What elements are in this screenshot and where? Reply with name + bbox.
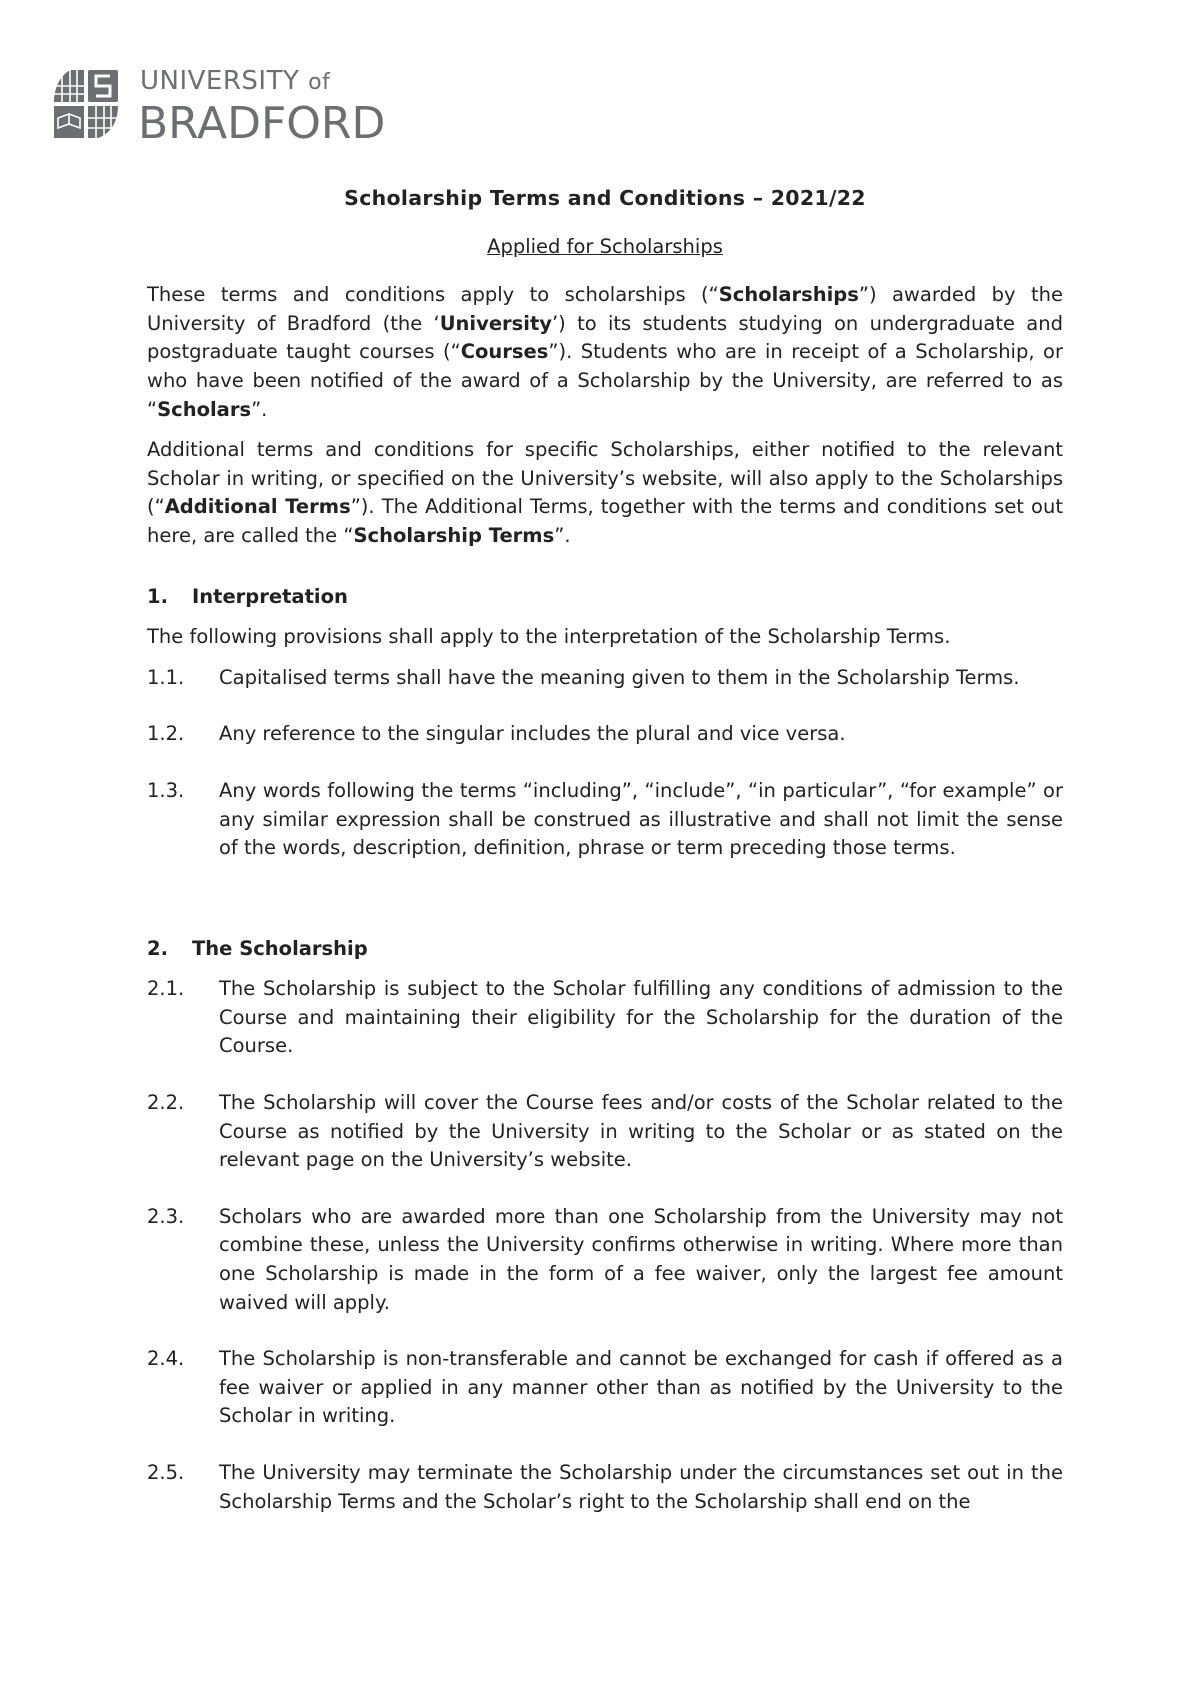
clause-number: 2.4. bbox=[147, 1347, 185, 1371]
clause-text: Any reference to the singular includes the plural and vice versa. bbox=[219, 722, 846, 746]
section-title: Interpretation bbox=[192, 584, 348, 608]
document-subtitle: Applied for Scholarships bbox=[487, 234, 723, 258]
clause-text: The University may terminate the Scholarship under the circumstances set out in the Scholarship Terms and the Scholar’s right to the Scholarship shall end on the bbox=[219, 1461, 1063, 1513]
section-number: 1. bbox=[147, 584, 168, 608]
clause-2-2 bbox=[147, 1089, 1063, 1175]
clause-number: 1.2. bbox=[147, 722, 185, 746]
clause-text: Scholars who are awarded more than one Scholarship from the University may not combine these, unless the University confirms otherwise in writing. Where more than one Scholarship is made in the form of a fee waiver, only the largest fee amount waived will apply. bbox=[219, 1204, 1063, 1314]
intro2-text-1: Additional terms and conditions for specific Scholarships, either notified to the relevant Scholar in writing, or specified on the University’s website, will also apply to the Scholarships (“ bbox=[147, 438, 1063, 519]
clause-text: Any words following the terms “including”, “include”, “in particular”, “for example” or any similar expression shall be construed as illustrative and shall not limit the sense of the words, description, definition, phrase or term preceding those terms. bbox=[219, 778, 1063, 860]
clause-2-4 bbox=[147, 1345, 1063, 1431]
intro1-text-2: ”) awarded by the University of Bradford (the ‘ bbox=[147, 283, 1063, 335]
clause-number: 2.3. bbox=[147, 1204, 185, 1228]
section-intro: The following provisions shall apply to the interpretation of the Scholarship Terms. bbox=[147, 625, 951, 649]
section-heading-interpretation bbox=[147, 583, 1063, 612]
clause-text: The Scholarship is non-transferable and cannot be exchanged for cash if offered as a fee waiver or applied in any manner other than as notified by the University to the Scholar in writing. bbox=[219, 1347, 1063, 1428]
section-title: The Scholarship bbox=[192, 936, 368, 960]
clause-2-5 bbox=[147, 1459, 1063, 1516]
intro1-defined-term-university: University bbox=[439, 311, 552, 335]
intro1-text-5: ”. bbox=[251, 397, 268, 421]
intro1-defined-term-scholars: Scholars bbox=[157, 397, 252, 421]
intro1-text-3: ’) to its students studying on undergraduate and postgraduate taught courses (“ bbox=[147, 311, 1063, 364]
intro2-text-3: ”. bbox=[554, 523, 571, 547]
clause-number: 1.1. bbox=[147, 665, 185, 689]
intro1-defined-term-courses: Courses bbox=[460, 340, 549, 364]
section-heading-the-scholarship bbox=[147, 935, 1063, 964]
intro2-defined-term-additional-terms: Additional Terms bbox=[164, 495, 351, 519]
clause-text: The Scholarship will cover the Course fees and/or costs of the Scholar related to the Course as notified by the University in writing to the Scholar or as stated on the relevant page on the University’s website. bbox=[219, 1091, 1063, 1172]
clause-text: Capitalised terms shall have the meaning given to them in the Scholarship Terms. bbox=[219, 665, 1020, 689]
document-title: Scholarship Terms and Conditions – 2021/22 bbox=[344, 186, 866, 210]
intro-paragraph-1 bbox=[147, 281, 1063, 424]
university-logo bbox=[52, 66, 432, 149]
intro1-text-1: These terms and conditions apply to scholarships (“ bbox=[147, 283, 719, 307]
clause-1-2 bbox=[147, 720, 1063, 749]
logo-university-text: UNIVERSITY bbox=[140, 66, 300, 96]
clause-text: The Scholarship is subject to the Scholar fulfilling any conditions of admission to the Course and maintaining their eligibility for the Scholarship for the duration of the Course. bbox=[219, 977, 1063, 1058]
intro1-defined-term-scholarships: Scholarships bbox=[718, 283, 859, 307]
clause-2-1 bbox=[147, 975, 1063, 1061]
section-number: 2. bbox=[147, 936, 168, 960]
clause-number: 2.1. bbox=[147, 977, 185, 1001]
clause-1-1 bbox=[147, 664, 1063, 693]
clause-number: 1.3. bbox=[147, 778, 185, 802]
logo-of-text: of bbox=[308, 70, 331, 95]
clause-2-3 bbox=[147, 1203, 1063, 1317]
logo-bradford-text: BRADFORD bbox=[138, 98, 386, 149]
document-body bbox=[147, 184, 1063, 1516]
university-crest-icon bbox=[52, 66, 124, 142]
intro2-text-2: ”). The Additional Terms, together with the terms and conditions set out here, are called the “ bbox=[147, 495, 1063, 547]
intro2-defined-term-scholarship-terms: Scholarship Terms bbox=[353, 523, 555, 547]
clause-1-3 bbox=[147, 777, 1063, 863]
clause-number: 2.5. bbox=[147, 1461, 185, 1484]
clause-number: 2.2. bbox=[147, 1091, 185, 1115]
intro-paragraph-2 bbox=[147, 436, 1063, 550]
intro1-text-4: ”). Students who are in receipt of a Scholarship, or who have been notified of the award of a Scholarship by the University, are referred to as “ bbox=[147, 340, 1064, 421]
